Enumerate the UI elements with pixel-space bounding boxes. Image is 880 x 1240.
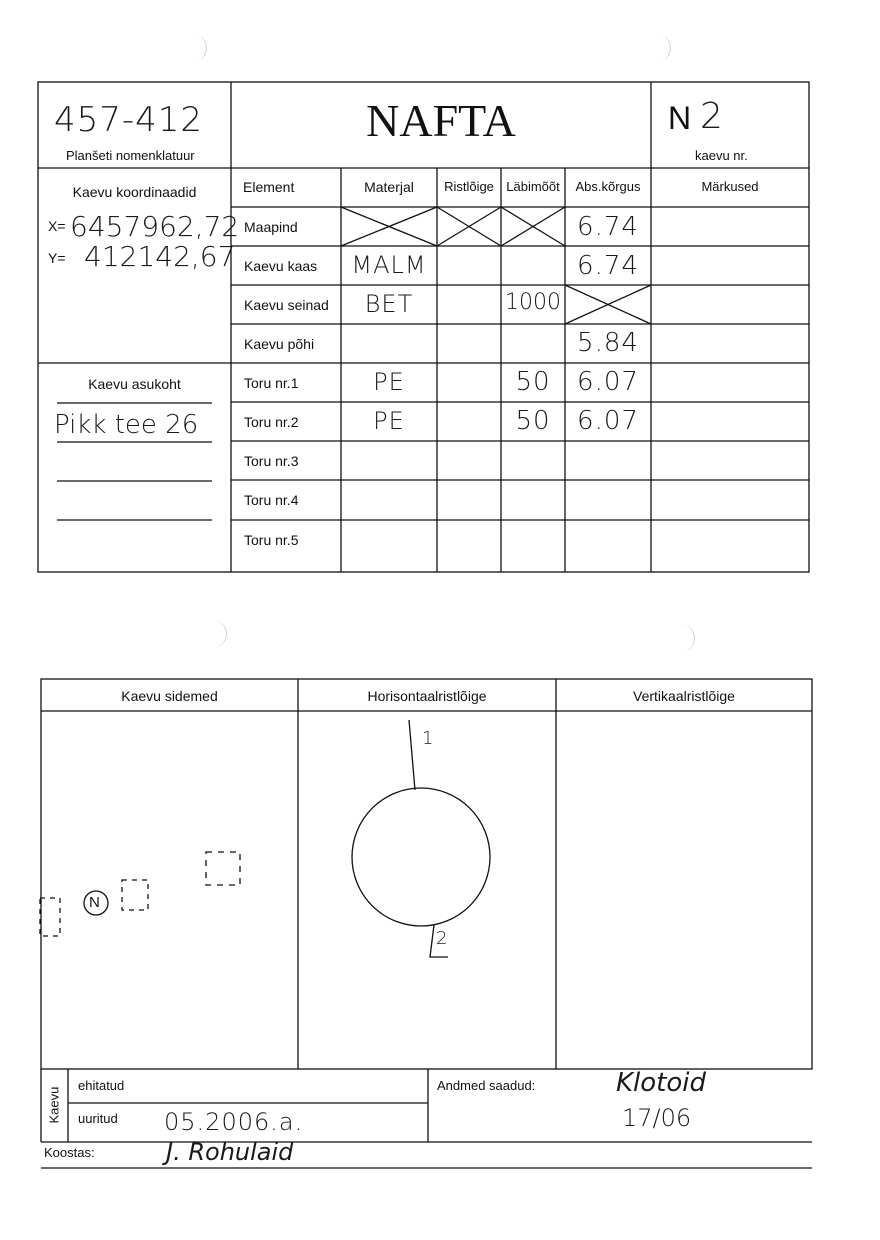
row-element: Kaevu põhi — [244, 336, 315, 352]
kaevu-side-label: Kaevu — [46, 1086, 62, 1124]
row-abs-value: 6.74 — [577, 212, 639, 242]
coordinates-label: Kaevu koordinaadid — [72, 184, 197, 200]
col-header-ristloige: Ristlõige — [444, 179, 494, 194]
page-title: NAFTA — [366, 95, 516, 146]
row-abs-value: 6.74 — [577, 251, 639, 281]
row-materjal-value: PE — [373, 407, 405, 435]
row-materjal-value: BET — [364, 290, 414, 318]
row-labimoot-value: 1000 — [505, 290, 561, 315]
x-coordinate-value: 6457962,72 — [70, 210, 240, 243]
row-element: Toru nr.4 — [244, 492, 299, 508]
north-marker: N — [89, 894, 100, 911]
row-materjal-value: MALM — [351, 251, 427, 279]
data-received-value: Klotoid — [616, 1068, 707, 1098]
col-header-markused: Märkused — [701, 179, 759, 194]
nomenclature-label: Planšeti nomenklatuur — [66, 148, 195, 163]
row-element: Toru nr.1 — [244, 375, 299, 391]
row-labimoot-value: 50 — [515, 406, 551, 436]
x-prefix: X= — [48, 218, 66, 234]
pipe-2-label: 2 — [436, 928, 449, 949]
nomenclature-value: 457-412 — [54, 100, 204, 140]
row-element: Kaevu seinad — [244, 297, 329, 313]
diagram-col-sidemed: Kaevu sidemed — [121, 688, 218, 704]
surveyed-label: uuritud — [78, 1111, 118, 1126]
row-abs-value: 6.07 — [577, 406, 639, 436]
diagram-col-horizontal: Horisontaalristlõige — [367, 688, 487, 704]
data-received-date: 17/06 — [622, 1104, 692, 1132]
compiled-by-value: J. Rohulaid — [166, 1138, 294, 1166]
row-element: Maapind — [244, 219, 298, 235]
diagram-col-vertical: Vertikaalristlõige — [633, 688, 735, 704]
row-abs-value: 6.07 — [577, 367, 639, 397]
row-element: Toru nr.3 — [244, 453, 299, 469]
location-label: Kaevu asukoht — [88, 376, 181, 392]
y-coordinate-value: 412142,67 — [84, 240, 236, 273]
y-prefix: Y= — [48, 250, 66, 266]
data-received-label: Andmed saadud: — [437, 1078, 536, 1093]
well-number-prefix: N — [668, 100, 692, 136]
row-element: Toru nr.2 — [244, 414, 299, 430]
row-element: Toru nr.5 — [244, 532, 299, 548]
pipe-1-label: 1 — [422, 728, 435, 749]
location-value: Pikk tee 26 — [54, 410, 199, 440]
compiled-by-label: Koostas: — [44, 1145, 95, 1160]
row-materjal-value: PE — [373, 368, 405, 396]
row-abs-value: 5.84 — [577, 328, 639, 358]
built-label: ehitatud — [78, 1078, 125, 1093]
col-header-materjal: Materjal — [364, 179, 414, 195]
row-element: Kaevu kaas — [244, 258, 318, 274]
col-header-element: Element — [243, 179, 295, 195]
row-labimoot-value: 50 — [515, 367, 551, 397]
col-header-abs-korgus: Abs.kõrgus — [575, 179, 641, 194]
surveyed-value: 05.2006.a. — [164, 1108, 304, 1136]
well-number-label: kaevu nr. — [695, 148, 748, 163]
col-header-labimoot: Läbimõõt — [506, 179, 560, 194]
well-number-value: 2 — [700, 96, 724, 137]
